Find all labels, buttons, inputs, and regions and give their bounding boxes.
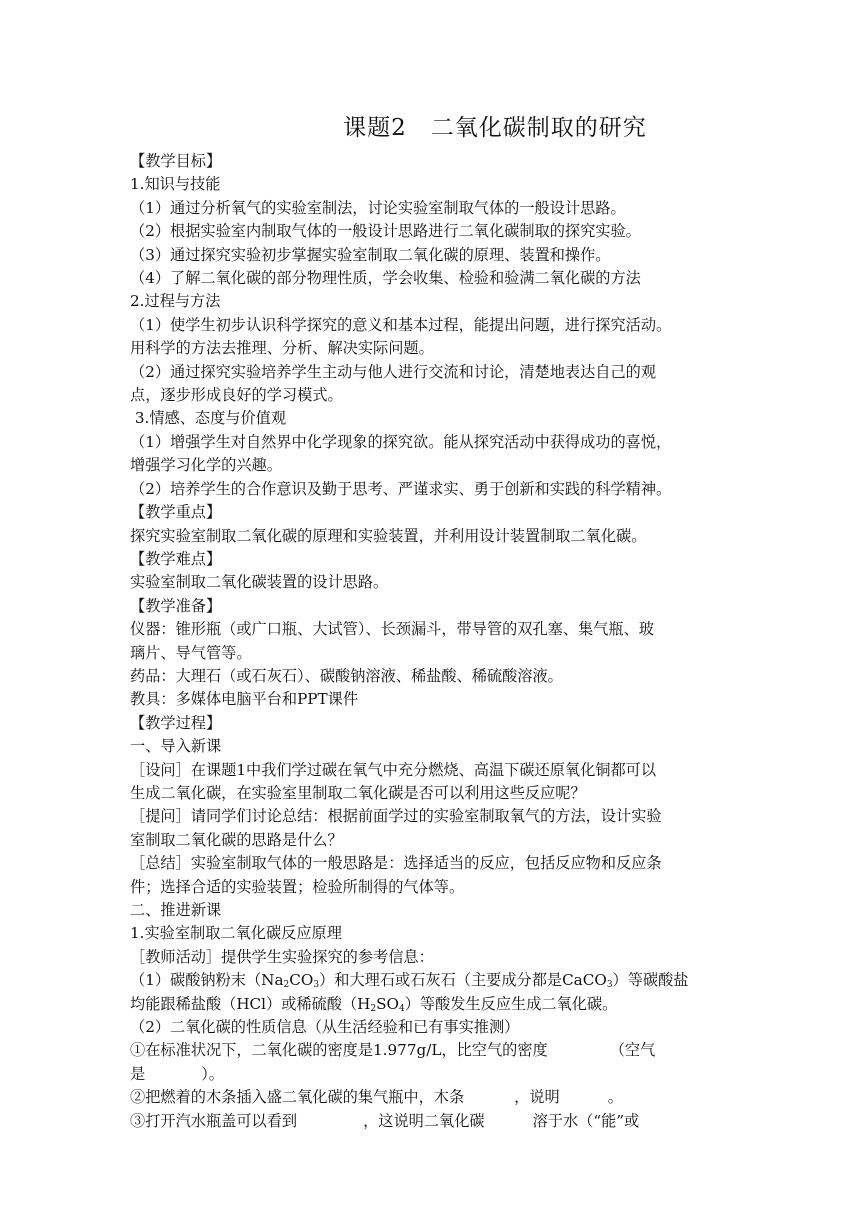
text-run: 均能跟稀盐酸（HCl）或稀硫酸（H xyxy=(130,994,371,1013)
text-run: CO xyxy=(289,971,314,990)
text-run: ①在标准状况下，二氧化碳的密度是1.977g/L，比空气的密度 xyxy=(130,1041,548,1060)
goal-item: （2）根据实验室内制取气体的一般设计思路进行二氧化碳制取的探究实验。 xyxy=(130,222,641,241)
question-1-cont xyxy=(130,1063,730,1086)
process-paragraph: ［提问］请同学们讨论总结：根据前面学过的实验室制取氧气的方法，设计实验 xyxy=(130,807,662,826)
process-subheading: 二、推进新课 xyxy=(130,901,222,919)
prep-item: 药品：大理石（或石灰石）、碳酸钠溶液、稀盐酸、稀硫酸溶液。 xyxy=(130,666,563,685)
goal-item: （2）培养学生的合作意识及勤于思考、严谨求实、勇于创新和实践的科学精神。 xyxy=(130,479,672,498)
section-heading-preparation: 【教学准备】 xyxy=(130,596,222,615)
document-page xyxy=(130,112,730,1133)
goal-item: （4）了解二氧化碳的部分物理性质，学会收集、检验和验满二氧化碳的方法 xyxy=(130,269,641,288)
section-heading-process: 【教学过程】 xyxy=(130,713,222,732)
subscript: 2 xyxy=(370,1003,377,1014)
process-paragraph-cont: 室制取二氧化碳的思路是什么？ xyxy=(130,830,343,849)
subscript: 3 xyxy=(606,980,613,991)
section-heading-difficulty: 【教学难点】 xyxy=(130,549,222,568)
goal-item-cont: 点，逐步形成良好的学习模式。 xyxy=(130,386,343,405)
subscript: 3 xyxy=(313,980,320,991)
process-paragraph-cont: 生成二氧化碳，在实验室里制取二氧化碳是否可以利用这些反应呢？ xyxy=(130,783,586,802)
goal-item: （2）通过探究实验培养学生主动与他人进行交流和讨论，清楚地表达自己的观 xyxy=(130,362,657,381)
process-paragraph-cont: 件；选择合适的实验装置；检验所制得的气体等。 xyxy=(130,877,465,896)
text-run: ，这说明二氧化碳 xyxy=(363,1111,485,1130)
text-run: 。 xyxy=(607,1088,623,1107)
info-line-formula-cont xyxy=(130,993,730,1016)
goal-item: （3）通过探究实验初步掌握实验室制取二氧化碳的原理、装置和操作。 xyxy=(130,245,611,264)
text-run: ②把燃着的木条插入盛二氧化碳的集气瓶中，木条 xyxy=(130,1088,465,1107)
info-line-formula xyxy=(130,969,730,992)
text-run: ③打开汽水瓶盖可以看到 xyxy=(130,1111,298,1130)
difficulty-text: 实验室制取二氧化碳装置的设计思路。 xyxy=(130,573,389,592)
subscript: 4 xyxy=(399,1003,405,1014)
text-run: 是 xyxy=(130,1064,146,1083)
goal-item: （1）通过分析氧气的实验室制法，讨论实验室制取气体的一般设计思路。 xyxy=(130,198,626,217)
text-run: 溶于水（“能”或 xyxy=(532,1111,640,1130)
goal-item-cont: 用科学的方法去推理、分析、解决实际问题。 xyxy=(130,339,434,358)
text-run: ）等酸发生反应生成二氧化碳。 xyxy=(404,994,618,1013)
page-title: 课题2 二氧化碳制取的研究 xyxy=(343,115,647,141)
process-paragraph: ［教师活动］提供学生实验探究的参考信息： xyxy=(130,947,434,966)
goal-item: （1）使学生初步认识科学探究的意义和基本过程，能提出问题，进行探究活动。 xyxy=(130,315,672,334)
text-run: ）。 xyxy=(201,1064,224,1083)
goal-subheading-1: 1.知识与技能 xyxy=(130,175,221,194)
goal-subheading-2: 2.过程与方法 xyxy=(130,292,221,311)
prep-item: 仪器：锥形瓶（或广口瓶、大试管）、长颈漏斗，带导管的双孔塞、集气瓶、玻 xyxy=(130,620,654,639)
goal-item: （1）增强学生对自然界中化学现象的探究欲。能从探究活动中获得成功的喜悦， xyxy=(130,432,672,451)
subscript: 2 xyxy=(283,980,290,991)
process-paragraph: 1.实验室制取二氧化碳反应原理 xyxy=(130,924,342,943)
process-paragraph: ［设问］在课题1中我们学过碳在氧气中充分燃烧、高温下碳还原氧化铜都可以 xyxy=(130,760,657,779)
prep-item: 教具：多媒体电脑平台和PPT课件 xyxy=(130,690,359,709)
section-heading-key: 【教学重点】 xyxy=(130,503,222,522)
prep-item-cont: 璃片、导气管等。 xyxy=(130,643,252,662)
question-3 xyxy=(130,1110,730,1133)
process-paragraph: ［总结］实验室制取气体的一般思路是：选择适当的反应，包括反应物和反应条 xyxy=(130,854,662,873)
question-1 xyxy=(130,1039,730,1062)
text-run: SO xyxy=(376,994,399,1013)
goal-item-cont: 增强学习化学的兴趣。 xyxy=(130,456,282,475)
text-run: （空气 xyxy=(609,1041,656,1060)
question-2 xyxy=(130,1086,730,1109)
text-run: ，说明 xyxy=(514,1088,560,1107)
info-line: （2）二氧化碳的性质信息（从生活经验和已有事实推测） xyxy=(130,1018,520,1037)
key-text: 探究实验室制取二氧化碳的原理和实验装置，并利用设计装置制取二氧化碳。 xyxy=(130,526,647,545)
goal-subheading-3: 3.情感、态度与价值观 xyxy=(130,409,287,428)
process-subheading: 一、导入新课 xyxy=(130,737,222,756)
text-run: ）和大理石或石灰石（主要成分都是CaCO xyxy=(319,971,607,990)
text-run: （1）碳酸钠粉末（Na xyxy=(130,971,284,990)
section-heading-goals: 【教学目标】 xyxy=(130,152,222,170)
text-run: ）等碳酸盐 xyxy=(612,971,689,990)
